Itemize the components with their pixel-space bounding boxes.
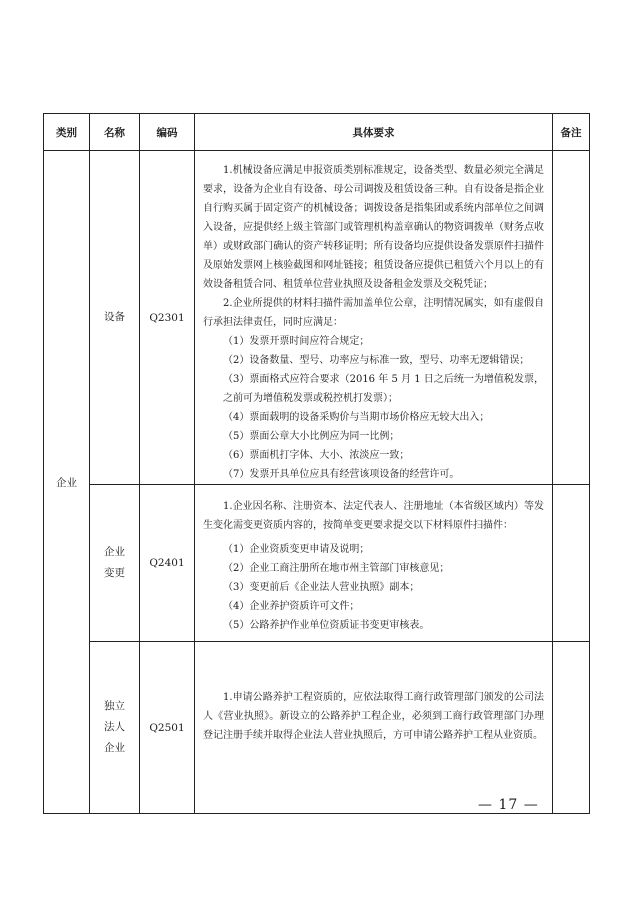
row-requirements: [195, 642, 553, 814]
requirement-item: （2）企业工商注册所在地市州主管部门审核意见；: [223, 563, 450, 574]
row-remark: [553, 642, 590, 814]
table-row: [44, 642, 590, 814]
row-remark: [553, 485, 590, 642]
requirement-item: （7）发票开具单位应具有经营该项设备的经营许可。: [223, 469, 460, 480]
page-number: — 17 —: [478, 797, 539, 813]
row-remark: [553, 151, 590, 485]
requirement-paragraph: 1.申请公路养护工程资质的，应依法取得工商行政管理部门颁发的公司法人《营业执照》。新设立的公路养护工程企业，必须到工商行政管理部门办理登记注册手续并取得企业法人营业执照后，方可申请公路养护工程从业资质。: [203, 692, 544, 741]
category-cell: 企业: [44, 151, 90, 814]
requirement-item: （5）公路养护作业单位资质证书变更审核表。: [223, 620, 430, 631]
requirement-item: （4）企业养护资质许可文件；: [223, 601, 360, 612]
requirement-paragraph: 1.机械设备应满足申报资质类别标准规定，设备类型、数量必须完全满足要求，设备为企业自有设备、母公司调拨及租赁设备三种。自有设备是指企业自行购买属于固定资产的机械设备；调拨设备是指集团或系统内部单位之间调入设备，应提供经上级主管部门或管理机构盖章确认的物资调拨单（财务点收单）或财政部门确认的资产转移证明；所有设备均应提供设备发票原件扫描件及原始发票网上核验截图和网址链接；租赁设备应提供已租赁六个月以上的有效设备租赁合同、租赁单位营业执照及设备租金发票及交税凭证；: [203, 165, 544, 290]
row-name: [90, 642, 140, 814]
name-line: 企业: [104, 742, 125, 754]
requirement-item: （2）设备数量、型号、功率应与标准一致，型号、功率无逻辑错误；: [223, 355, 530, 366]
requirements-table: [43, 113, 590, 814]
row-requirements: [195, 485, 553, 642]
row-name: [90, 151, 140, 485]
requirement-item: （3）变更前后《企业法人营业执照》副本；: [223, 582, 420, 593]
requirement-paragraph: 1.企业因名称、注册资本、法定代表人、注册地址（本省级区域内）等发生变化需变更资质内容的，按简单变更要求提交以下材料原件扫描件：: [203, 501, 544, 531]
requirement-item: （3）票面格式应符合要求（2016 年 5 月 1 日之后统一为增值税发票，之前可为增值税发票或税控机打发票）；: [223, 374, 544, 404]
name-line: 企业: [104, 546, 125, 558]
requirement-item: （1）发票开票时间应符合规定；: [223, 336, 370, 347]
requirement-paragraph: 2.企业所提供的材料扫描件需加盖单位公章，注明情况属实，如有虚假自行承担法律责任，同时应满足：: [203, 298, 544, 328]
row-code: Q2301: [140, 151, 195, 485]
row-code: Q2501: [140, 642, 195, 814]
table-row: [44, 151, 590, 485]
requirement-item: （5）票面公章大小比例应为同一比例；: [223, 431, 400, 442]
name-line: 法人: [104, 721, 125, 733]
name-line: 变更: [104, 567, 125, 579]
header-name: 名称: [90, 114, 140, 151]
table-header-row: [44, 114, 590, 151]
name-line: 设备: [104, 311, 125, 323]
row-requirements: [195, 151, 553, 485]
row-code: Q2401: [140, 485, 195, 642]
header-requirements: 具体要求: [195, 114, 553, 151]
requirement-item: （4）票面载明的设备采购价与当期市场价格应无较大出入；: [223, 412, 490, 423]
header-code: 编码: [140, 114, 195, 151]
requirement-item: （6）票面机打字体、大小、浓淡应一致；: [223, 450, 410, 461]
name-line: 独立: [104, 700, 125, 712]
header-remark: 备注: [553, 114, 590, 151]
header-category: 类别: [44, 114, 90, 151]
row-name: [90, 485, 140, 642]
requirement-item: （1）企业资质变更申请及说明；: [223, 544, 370, 555]
table-row: [44, 485, 590, 642]
